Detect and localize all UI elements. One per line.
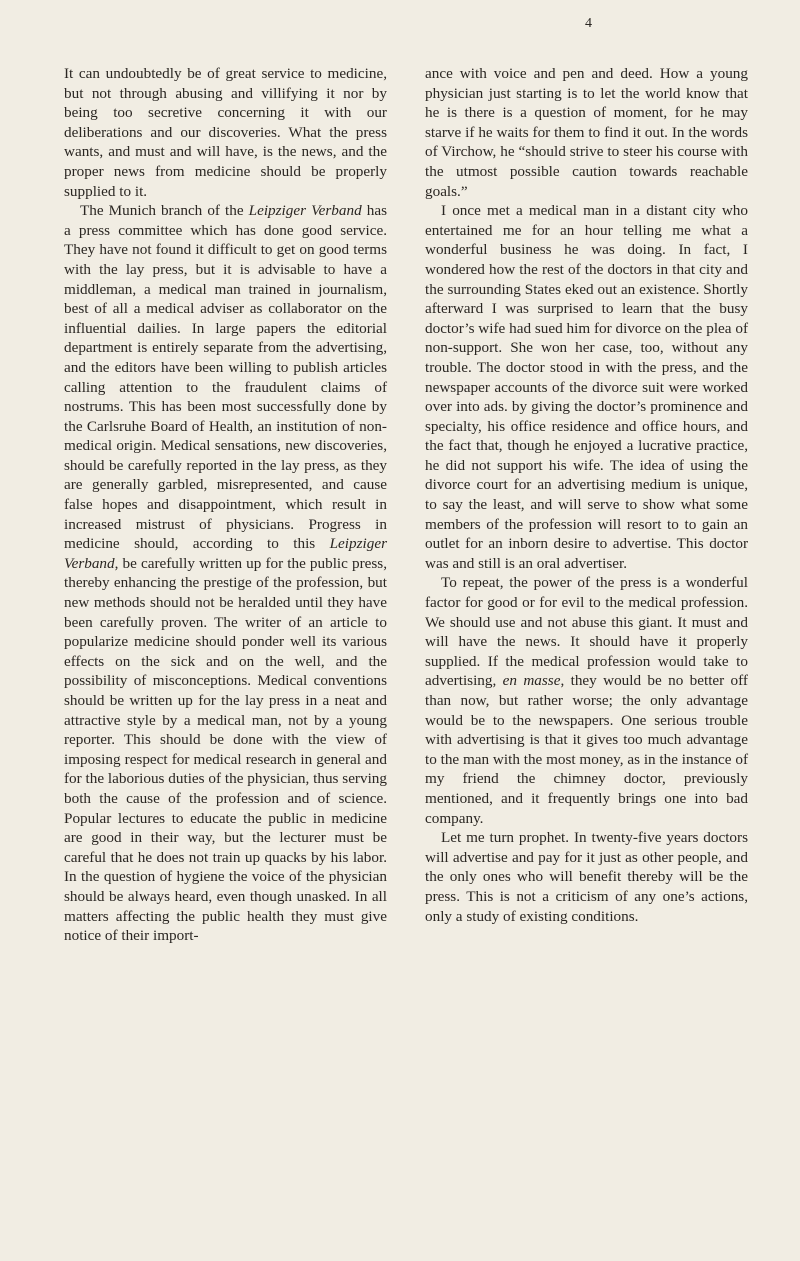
italic-term: en masse	[502, 672, 561, 690]
paragraph: I once met a medical man in a distant city who entertained me for an hour telling me what a wonderful business he was doing. In fact, I wondered how the rest of the doctors in that city and the surrounding States eked out an existence. Shortly afterward I was surprised to learn that the busy doctor’s wife had sued him for divorce on the plea of non-support. She won her case, too, without any trouble. The doctor stood in with the press, and the newspaper accounts of the divorce suit were worked over into ads. by giving the doctor’s prominence and specialty, his office residence and office hours, and the fact that, though he enjoyed a lucrative practice, he did not support his wife. The idea of using the divorce court for an advertising medium is unique, to say the least, and will serve to show what some members of the profession will resort to to gain an outlet for an inborn desire to advertise. This doctor was and still is an oral advertiser.	[425, 202, 748, 572]
text-run: , be carefully written up for the public press, thereby enhancing the prestige of the profession, but new methods should not be heralded until they have been carefully proven. The writer of an article to popularize medicine should ponder well its various effects on the sick and on the well, and the possibility of misconceptions. Medical conventions should be written up for the lay press in a neat and attractive style by a medical man, not by a young reporter. This should be done with the view of imposing respect for medical research in general and for the laborious duties of the physician, thus serving both the cause of the profession and of science. Popular lectures to educate the public in medicine are good in their way, but the lecturer must be careful that he does not train up quacks by his labor. In the question of hygiene the voice of the physician should be always heard, even though unasked. In all matters affecting the public health they must give notice of their import-	[64, 554, 387, 945]
italic-term: Leipziger Verband	[248, 202, 362, 220]
paragraph: ance with voice and pen and deed. How a young physician just starting is to let the world know that he is there is a question of moment, for he may starve if he waits for them to find it out. In the words of Virchow, he “should strive to steer his course with the utmost possible caution towards reachable goals.”	[425, 65, 748, 200]
text-run: has a press committee which has done good service. They have not found it difficult to get on good terms with the lay press, but it is advisable to have a middleman, a medical man trained in journalism, best of all a medical adviser as collaborator on the influential dailies. In large papers the editorial department is entirely separate from the advertising, and the editors have been willing to publish articles calling attention to the fraudulent claims of nostrums. This has been most successfully done by the Carlsruhe Board of Health, an institution of non-medical origin. Medical sensations, new discoveries, should be carefully reported in the lay press, as they are generally garbled, misrepresented, and cause false hopes and disappointment, which result in increased mistrust of physicians. Progress in medicine should, according to this	[64, 202, 387, 553]
left-column	[64, 64, 387, 946]
text-run: , they would be no better off than now, but rather worse; the only advantage would be to the newspapers. One serious trouble with advertising is that it gives too much advantage to the man with the most money, as in the instance of my friend the chimney doctor, previously mentioned, and it frequently brings one into bad company.	[425, 672, 748, 827]
italic-term: Leipziger Verband	[64, 535, 387, 572]
paragraph	[425, 573, 748, 828]
text-run: To repeat, the power of the press is a wonderful factor for good or for evil to the medical profession. We should use and not abuse this giant. It must and will have the news. It should have it properly supplied. If the medical profession would take to advertising,	[425, 574, 748, 690]
paragraph: Let me turn prophet. In twenty-five years doctors will advertise and pay for it just as other people, and the only ones who will benefit thereby will be the press. This is not a criticism of any one’s actions, only a study of existing conditions.	[425, 829, 748, 925]
page-number: 4	[585, 16, 592, 31]
text-run: The Munich branch of the	[80, 202, 249, 220]
paragraph: It can undoubtedly be of great service to medicine, but not through abusing and villifying it nor by being too secretive concerning it with our deliberations and our discoveries. What the press wants, and must and will have, is the news, and the proper news from medicine should be properly supplied to it.	[64, 65, 387, 200]
paragraph	[64, 201, 387, 946]
right-column	[425, 64, 748, 926]
